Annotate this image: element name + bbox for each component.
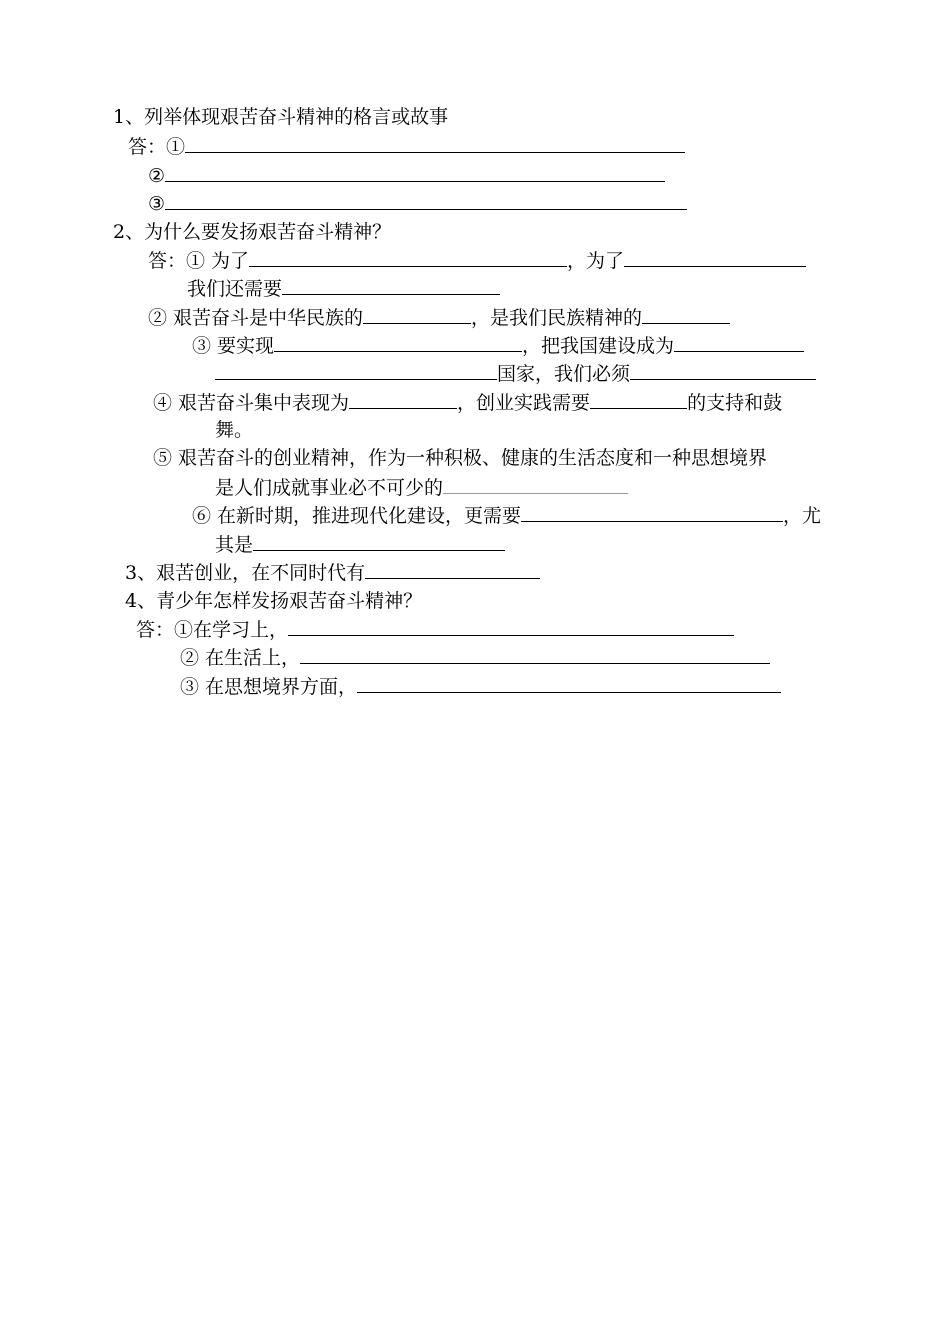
- answer-blank[interactable]: [363, 303, 471, 324]
- answer-blank[interactable]: [357, 672, 781, 693]
- question-4-answer-3: ③ 在思想境界方面，: [180, 672, 781, 700]
- question-4-title: 4、青少年怎样发扬艰苦奋斗精神？: [125, 590, 423, 612]
- question-2-point-4: ④ 艰苦奋斗集中表现为 ，创业实践需要 的支持和鼓: [153, 388, 782, 416]
- question-4-answer-2: ② 在生活上，: [180, 643, 770, 671]
- answer-blank[interactable]: [185, 132, 685, 153]
- answer-blank[interactable]: [443, 473, 628, 494]
- question-1-answer-3: [148, 189, 687, 217]
- question-2-point-4-cont: 舞。: [215, 419, 254, 441]
- question-2-point-3-cont: 国家，我们必须: [215, 359, 816, 387]
- question-2-point-3: ③ 要实现 ，把我国建设成为: [192, 331, 804, 359]
- question-2-point-6: ⑥ 在新时期，推进现代化建设，更需要 ，尤: [192, 501, 821, 529]
- answer-blank[interactable]: [282, 274, 500, 295]
- question-2-point-5: ⑤ 艰苦奋斗的创业精神，作为一种积极、健康的生活态度和一种思想境界: [153, 447, 768, 469]
- answer-blank[interactable]: [590, 388, 687, 409]
- answer-blank[interactable]: [349, 388, 457, 409]
- answer-blank[interactable]: [215, 359, 497, 380]
- answer-blank[interactable]: [674, 331, 804, 352]
- question-2-title: 2、为什么要发扬艰苦奋斗精神？: [113, 221, 392, 243]
- answer-blank[interactable]: [288, 615, 734, 636]
- answer-blank[interactable]: [630, 359, 816, 380]
- answer-blank[interactable]: [521, 501, 783, 522]
- answer-blank[interactable]: [624, 246, 806, 267]
- question-2-point-2: ② 艰苦奋斗是中华民族的 ，是我们民族精神的: [148, 303, 730, 331]
- mark-2: ②: [148, 165, 166, 187]
- answer-blank[interactable]: [642, 303, 730, 324]
- answer-blank[interactable]: [300, 643, 770, 664]
- question-2-point-1-cont: 我们还需要: [187, 274, 500, 302]
- question-2-point-6-cont: 其是: [215, 530, 505, 558]
- mark-3: ③: [148, 193, 166, 215]
- answer-blank[interactable]: [253, 530, 505, 551]
- answer-prefix: 答：: [128, 136, 167, 158]
- mark-1: ①: [166, 136, 186, 158]
- question-2-point-5-cont: 是人们成就事业必不可少的: [215, 473, 628, 501]
- answer-blank[interactable]: [274, 331, 522, 352]
- answer-blank[interactable]: [365, 558, 540, 579]
- question-1-answer-1: [128, 132, 685, 160]
- question-4-answer-1: 答：①在学习上，: [136, 615, 734, 643]
- answer-blank[interactable]: [249, 246, 567, 267]
- answer-blank[interactable]: [165, 189, 687, 210]
- answer-blank[interactable]: [165, 161, 665, 182]
- question-3: 3、艰苦创业，在不同时代有: [125, 558, 540, 586]
- question-2-point-1: 答：① 为了 ，为了: [148, 246, 806, 274]
- question-1-answer-2: [148, 161, 665, 189]
- question-1-title: 1、列举体现艰苦奋斗精神的格言或故事: [113, 106, 449, 128]
